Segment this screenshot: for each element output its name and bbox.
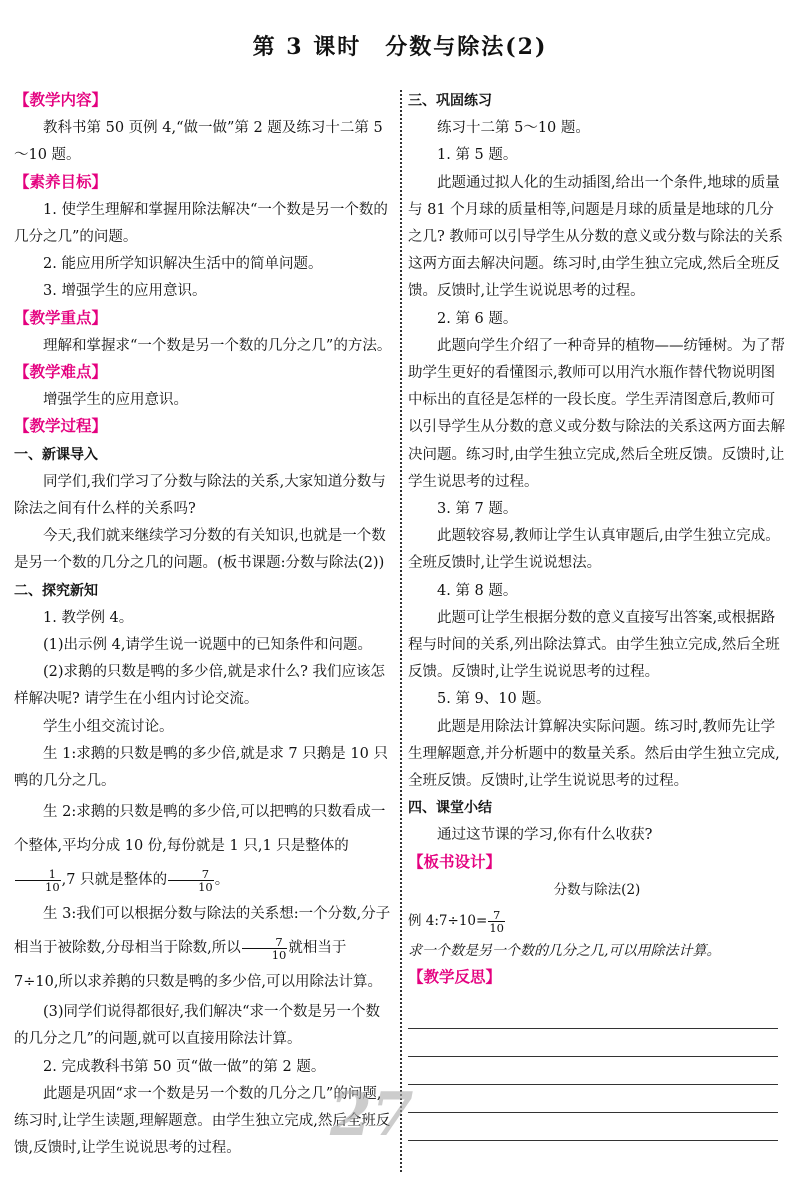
fraction-numerator: 7 [488, 909, 505, 922]
reflection-lines [408, 1001, 786, 1141]
difficulty-text: 增强学生的应用意识。 [43, 392, 188, 409]
page-number: 27 [330, 1080, 414, 1150]
paragraph: 3. 第 7 题。 [437, 501, 518, 518]
paragraph: 此题可让学生根据分数的意义直接写出答案,或根据路程与时间的关系,列出除法算式。由学生独立完成,然后全班反馈。反馈时,让学生说说思考的过程。 [408, 609, 780, 681]
writing-line [408, 1085, 778, 1113]
section-tag-goals: 【素养目标】 [14, 172, 108, 191]
goal-item: 1. 使学生理解和掌握用除法解决“一个数是另一个数的几分之几”的问题。 [14, 201, 388, 246]
fraction-denominator: 10 [489, 921, 504, 936]
paragraph: 2. 完成教科书第 50 页“做一做”的第 2 题。 [43, 1058, 326, 1075]
section-tag-key: 【教学重点】 [14, 308, 108, 327]
student-2-text-b: ,7 只就是整体的 [61, 872, 168, 889]
paragraph: 同学们,我们学习了分数与除法的关系,大家知道分数与除法之间有什么样的关系吗? [14, 473, 386, 518]
paragraph: 学生小组交流讨论。 [43, 718, 174, 735]
paragraph: 今天,我们就来继续学习分数的有关知识,也就是一个数是另一个数的几分之几的问题。(板书课题:分数与除法(2)) [14, 528, 386, 572]
paragraph: 5. 第 9、10 题。 [437, 691, 551, 708]
paragraph: 此题向学生介绍了一种奇异的植物——纺锤树。为了帮助学生更好的看懂图示,教师可以用汽水瓶作替代物说明图中标出的直径是怎样的一段长度。学生弄清图意后,教师可以引导学生从分数的意义或分数与除法的关系这两方面去解决问题。练习时,由学生独立完成,然后全班反馈。反馈时,让学生说思考的过程。 [408, 337, 785, 490]
paragraph: 2. 第 6 题。 [437, 310, 518, 327]
paragraph: 4. 第 8 题。 [437, 582, 518, 599]
fraction-numerator: 1 [15, 868, 61, 881]
student-3-paragraph [14, 897, 392, 999]
student-3-text-a: 生 3:我们可以根据分数与除法的关系想:一个分数,分子相当于被除数,分母相当于除数,所以 [14, 906, 391, 957]
fraction-1-10 [15, 868, 61, 893]
summary-text: 通过这节课的学习,你有什么收获? [437, 827, 653, 844]
fraction-7-10 [168, 868, 214, 893]
section-heading-intro: 一、新课导入 [14, 446, 98, 463]
board-example-text: 例 4:7÷10= [408, 913, 488, 930]
fraction-7-10 [242, 936, 288, 961]
paragraph: 此题较容易,教师让学生认真审题后,由学生独立完成。全班反馈时,让学生说说想法。 [408, 528, 780, 572]
writing-line [408, 1001, 778, 1029]
writing-line [408, 1113, 778, 1141]
fraction-numerator: 7 [168, 868, 214, 881]
board-title: 分数与除法(2) [553, 881, 641, 898]
board-example [408, 904, 786, 938]
section-tag-content: 【教学内容】 [14, 91, 108, 109]
section-tag-process: 【教学过程】 [14, 417, 108, 436]
paragraph: 生 1:求鹅的只数是鸭的多少倍,就是求 7 只鹅是 10 只鸭的几分之几。 [14, 745, 388, 790]
section-heading-explore: 二、探究新知 [14, 582, 98, 599]
paragraph: 练习十二第 5～10 题。 [437, 120, 590, 137]
right-column [408, 88, 786, 1141]
page-title: 第 3 课时 分数与除法(2) [252, 34, 548, 60]
paragraph: 1. 第 5 题。 [437, 147, 518, 164]
content-text: 教科书第 50 页例 4,“做一做”第 2 题及练习十二第 5～10 题。 [14, 120, 383, 164]
left-column [14, 88, 392, 1163]
student-3-text-b: 就相当于 7÷10,所以求养鹅的只数是鸭的多少倍,可以用除法计算。 [14, 940, 383, 991]
student-2-paragraph [14, 795, 392, 897]
paragraph: (3)同学们说得都很好,我们解决“求一个数是另一个数的几分之几”的问题,就可以直接用除法计算。 [14, 1004, 381, 1048]
section-heading-practice: 三、巩固练习 [408, 93, 492, 109]
paragraph: 此题通过拟人化的生动插图,给出一个条件,地球的质量与 81 个月球的质量相等,问题是月球的质量是地球的几分之几? 教师可以引导学生从分数的意义或分数与除法的关系这两方面去解决问题。练习时,由学生独立完成,然后全班反馈。反馈时,让学生说说思考的过程。 [408, 174, 783, 300]
fraction-7-10 [488, 909, 505, 934]
writing-line [408, 1029, 778, 1057]
column-divider [400, 90, 402, 1172]
section-tag-board: 【板书设计】 [408, 852, 502, 871]
paragraph: (2)求鹅的只数是鸭的多少倍,就是求什么? 我们应该怎样解决呢? 请学生在小组内讨论交流。 [14, 664, 386, 708]
fraction-denominator: 10 [198, 879, 213, 894]
fraction-numerator: 7 [242, 936, 288, 949]
section-tag-difficulty: 【教学难点】 [14, 363, 108, 382]
fraction-denominator: 10 [271, 947, 287, 962]
key-text: 理解和掌握求“一个数是另一个数的几分之几”的方法。 [43, 337, 392, 354]
student-2-text-a: 生 2:求鹅的只数是鸭的多少倍,可以把鸭的只数看成一个整体,平均分成 10 份,每份就是 1 只,1 只是整体的 [14, 804, 386, 855]
section-tag-reflection: 【教学反思】 [408, 968, 502, 987]
student-2-text-c: 。 [214, 872, 230, 889]
paragraph: 此题是用除法计算解决实际问题。练习时,教师先让学生理解题意,并分析题中的数量关系。然后由学生独立完成,全班反馈。反馈时,让学生说说思考的过程。 [408, 718, 780, 790]
paragraph: 此题是巩固“求一个数是另一个数的几分之几”的问题,练习时,让学生读题,理解题意。由学生独立完成,然后全班反馈,反馈时,让学生说说思考的过程。 [14, 1085, 391, 1157]
board-note: 求一个数是另一个数的几分之几,可以用除法计算。 [408, 943, 721, 960]
goal-item: 2. 能应用所学知识解决生活中的简单问题。 [43, 256, 323, 273]
fraction-denominator: 10 [45, 879, 60, 894]
paragraph: 1. 教学例 4。 [43, 609, 134, 626]
goal-item: 3. 增强学生的应用意识。 [43, 283, 207, 300]
section-heading-summary: 四、课堂小结 [408, 800, 492, 817]
paragraph: (1)出示例 4,请学生说一说题中的已知条件和问题。 [43, 637, 372, 654]
writing-line [408, 1057, 778, 1085]
